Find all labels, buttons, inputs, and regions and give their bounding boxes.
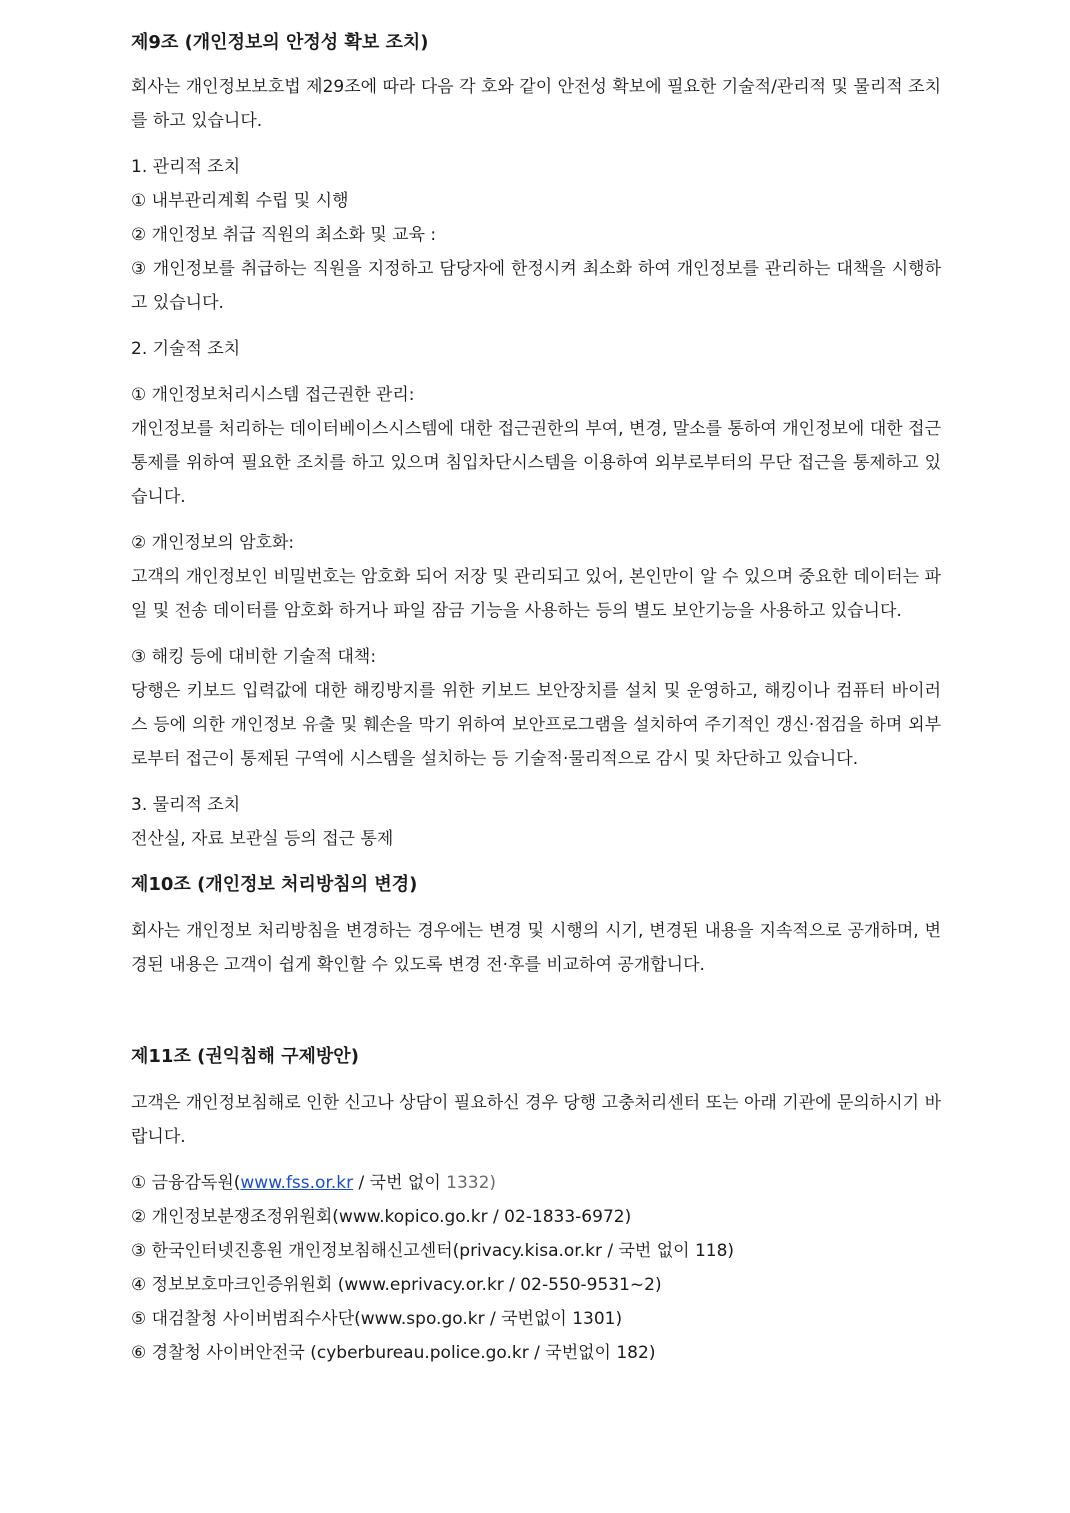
article-10-title: 제10조 (개인정보 처리방침의 변경)	[131, 874, 418, 895]
agency-1-number: 1332)	[446, 1173, 497, 1193]
section-2c-heading: ③ 해킹 등에 대비한 기술적 대책:	[131, 647, 377, 667]
article-10-body: 회사는 개인정보 처리방침을 변경하는 경우에는 변경 및 시행의 시기, 변경된 내용을 지속적으로 공개하며, 변경된 내용은 고객이 쉽게 확인할 수 있도록 변경 전·후를 비교하여 공개합니다.	[131, 921, 941, 975]
agency-1-middle: / 국번 없이	[353, 1173, 447, 1193]
section-1-title: 1. 관리적 조치	[131, 157, 241, 177]
section-2a-heading: ① 개인정보처리시스템 접근권한 관리:	[131, 385, 415, 405]
section-3-body: 전산실, 자료 보관실 등의 접근 통제	[131, 829, 394, 849]
agency-item-1	[131, 1166, 941, 1200]
section-1-item-2: ② 개인정보 취급 직원의 최소화 및 교육 :	[131, 225, 437, 245]
agency-item-4: ④ 정보보호마크인증위원회 (www.eprivacy.or.kr / 02-550-9531~2)	[131, 1275, 662, 1295]
article-9-title: 제9조 (개인정보의 안정성 확보 조치)	[131, 32, 429, 53]
section-1-item-3: ③ 개인정보를 취급하는 직원을 지정하고 담당자에 한정시켜 최소화 하여 개인정보를 관리하는 대책을 시행하고 있습니다.	[131, 259, 941, 313]
fss-link[interactable]: www.fss.or.kr	[240, 1173, 354, 1193]
section-2c-body: 당행은 키보드 입력값에 대한 해킹방지를 위한 키보드 보안장치를 설치 및 운영하고, 해킹이나 컴퓨터 바이러스 등에 의한 개인정보 유출 및 훼손을 막기 위하여 보안프로그램을 설치하여 주기적인 갱신·점검을 하며 외부로부터 접근이 통제된 구역에 시스템을 설치하는 등 기술적·물리적으로 감시 및 차단하고 있습니다.	[131, 681, 941, 769]
article-9-intro: 회사는 개인정보보호법 제29조에 따라 다음 각 호와 같이 안전성 확보에 필요한 기술적/관리적 및 물리적 조치를 하고 있습니다.	[131, 77, 941, 131]
agency-1-prefix: ① 금융감독원(	[131, 1173, 241, 1193]
agency-item-6: ⑥ 경찰청 사이버안전국 (cyberbureau.police.go.kr / 국번없이 182)	[131, 1343, 656, 1363]
section-3-title: 3. 물리적 조치	[131, 795, 241, 815]
section-2-title: 2. 기술적 조치	[131, 339, 241, 359]
section-2a-body: 개인정보를 처리하는 데이터베이스시스템에 대한 접근권한의 부여, 변경, 말소를 통하여 개인정보에 대한 접근통제를 위하여 필요한 조치를 하고 있으며 침입차단시스템을 이용하여 외부로부터의 무단 접근을 통제하고 있습니다.	[131, 419, 941, 507]
document-page	[131, 0, 941, 1370]
section-2b-heading: ② 개인정보의 암호화:	[131, 533, 295, 553]
section-1-item-1: ① 내부관리계획 수립 및 시행	[131, 191, 349, 211]
agency-item-3: ③ 한국인터넷진흥원 개인정보침해신고센터(privacy.kisa.or.kr / 국번 없이 118)	[131, 1241, 735, 1261]
agency-item-5: ⑤ 대검찰청 사이버범죄수사단(www.spo.go.kr / 국번없이 1301)	[131, 1309, 623, 1329]
agency-item-2: ② 개인정보분쟁조정위원회(www.kopico.go.kr / 02-1833-6972)	[131, 1207, 632, 1227]
article-11-intro: 고객은 개인정보침해로 인한 신고나 상담이 필요하신 경우 당행 고충처리센터 또는 아래 기관에 문의하시기 바랍니다.	[131, 1093, 941, 1147]
article-11-title: 제11조 (권익침해 구제방안)	[131, 1046, 359, 1067]
section-2b-body: 고객의 개인정보인 비밀번호는 암호화 되어 저장 및 관리되고 있어, 본인만이 알 수 있으며 중요한 데이터는 파일 및 전송 데이터를 암호화 하거나 파일 잠금 기능을 사용하는 등의 별도 보안기능을 사용하고 있습니다.	[131, 567, 941, 621]
